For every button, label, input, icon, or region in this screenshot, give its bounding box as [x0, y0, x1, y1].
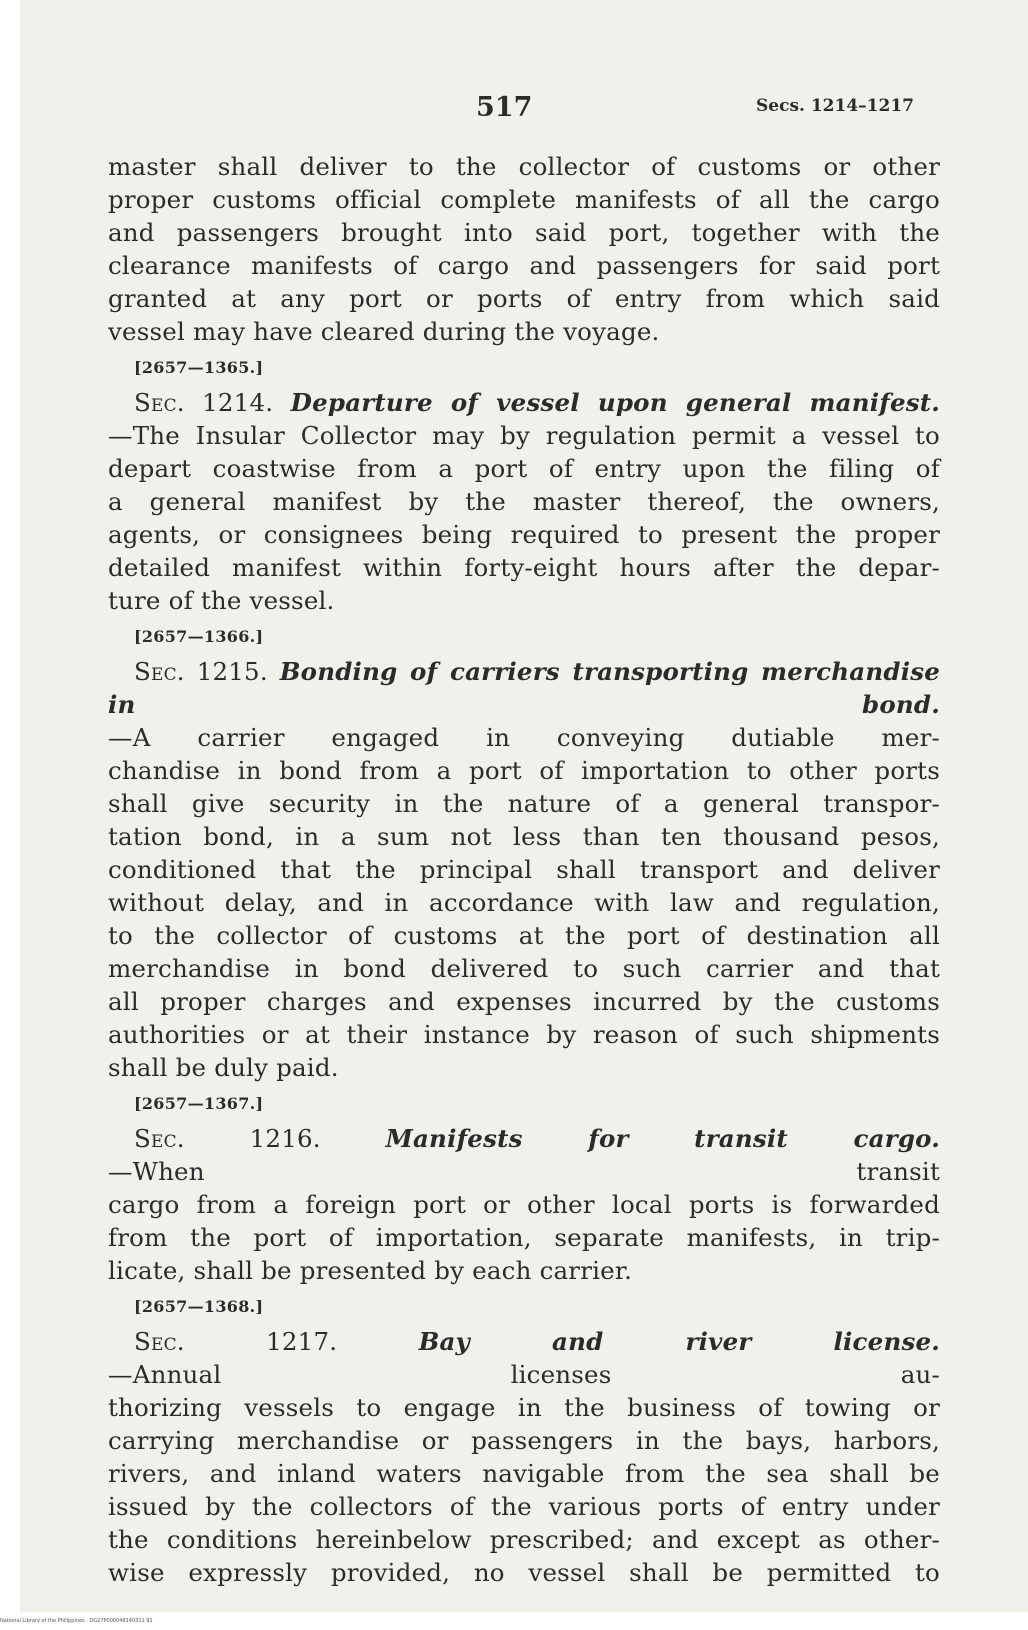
section-citation: [2657—1366.] — [134, 627, 264, 646]
text-line: granted at any port or ports of entry from which said — [108, 284, 940, 313]
scan-credit: National Library of the Philippines · DG27P000048140311 91 — [0, 1618, 153, 1624]
section-citation: [2657—1368.] — [134, 1297, 264, 1316]
text-line: —When transit — [108, 1157, 940, 1186]
text-line: merchandise in bond delivered to such carrier and that — [108, 954, 940, 983]
text-line: cargo from a foreign port or other local ports is forwarded — [108, 1190, 940, 1219]
section-title: Manifests for transit cargo. — [385, 1124, 940, 1153]
section-heading-line — [108, 1325, 940, 1358]
continuation-paragraph — [108, 150, 940, 348]
section-title: Bay and river license. — [418, 1327, 940, 1356]
text-line: depart coastwise from a port of entry upon the filing of — [108, 454, 940, 483]
section-heading-line — [108, 655, 940, 721]
text-line: —A carrier engaged in conveying dutiable mer- — [108, 723, 940, 752]
text-line: from the port of importation, separate manifests, in trip- — [108, 1223, 940, 1252]
text-line: ture of the vessel. — [108, 586, 335, 615]
text-line: chandise in bond from a port of importation to other ports — [108, 756, 940, 785]
text-line: clearance manifests of cargo and passengers for said port — [108, 251, 940, 280]
text-line: detailed manifest within forty-eight hours after the depar- — [108, 553, 940, 582]
text-line: authorities or at their instance by reason of such shipments — [108, 1020, 940, 1049]
section-citation: [2657—1367.] — [134, 1094, 264, 1113]
section-label: Sec. 1217. — [134, 1327, 338, 1356]
section-label: Sec. 1216. — [134, 1124, 321, 1153]
section-1214 — [108, 386, 940, 617]
text-line: thorizing vessels to engage in the business of towing or — [108, 1393, 940, 1422]
text-line: rivers, and inland waters navigable from the sea shall be — [108, 1459, 940, 1488]
text-line: carrying merchandise or passengers in the bays, harbors, — [108, 1426, 940, 1455]
text-line: agents, or consignees being required to present the proper — [108, 520, 940, 549]
text-line: —Annual licenses au- — [108, 1360, 940, 1389]
section-title: Departure of vessel upon general manifest. — [290, 388, 940, 417]
section-1217 — [108, 1325, 940, 1589]
section-heading-line — [108, 386, 940, 419]
text-line: tation bond, in a sum not less than ten thousand pesos, — [108, 822, 940, 851]
section-heading-line — [108, 1122, 940, 1155]
text-line: conditioned that the principal shall transport and deliver — [108, 855, 940, 884]
text-line: shall be duly paid. — [108, 1053, 339, 1082]
text-line: licate, shall be presented by each carrier. — [108, 1256, 633, 1285]
page-number: 517 — [476, 92, 533, 123]
section-citation: [2657—1365.] — [134, 358, 264, 377]
text-line: wise expressly provided, no vessel shall be permitted to — [108, 1558, 940, 1587]
body-text — [108, 150, 940, 1589]
text-line: and passengers brought into said port, together with the — [108, 218, 940, 247]
text-line: without delay, and in accordance with law and regulation, — [108, 888, 940, 917]
section-1215 — [108, 655, 940, 1084]
text-line: the conditions hereinbelow prescribed; and except as other- — [108, 1525, 940, 1554]
text-line: issued by the collectors of the various ports of entry under — [108, 1492, 940, 1521]
section-label: Sec. 1215. — [134, 657, 268, 686]
text-line: master shall deliver to the collector of customs or other — [108, 152, 940, 181]
text-line: shall give security in the nature of a general transpor- — [108, 789, 940, 818]
section-1216 — [108, 1122, 940, 1287]
section-title: Bonding of carriers transporting merchandise in bond. — [108, 657, 940, 719]
text-line: —The Insular Collector may by regulation permit a vessel to — [108, 421, 940, 450]
text-line: proper customs official complete manifests of all the cargo — [108, 185, 940, 214]
document-page — [20, 0, 1028, 1612]
section-label: Sec. 1214. — [134, 388, 274, 417]
running-head: Secs. 1214–1217 — [756, 96, 914, 116]
text-line: vessel may have cleared during the voyage. — [108, 317, 660, 346]
text-line: a general manifest by the master thereof, the owners, — [108, 487, 940, 516]
text-line: to the collector of customs at the port of destination all — [108, 921, 940, 950]
text-line: all proper charges and expenses incurred by the customs — [108, 987, 940, 1016]
